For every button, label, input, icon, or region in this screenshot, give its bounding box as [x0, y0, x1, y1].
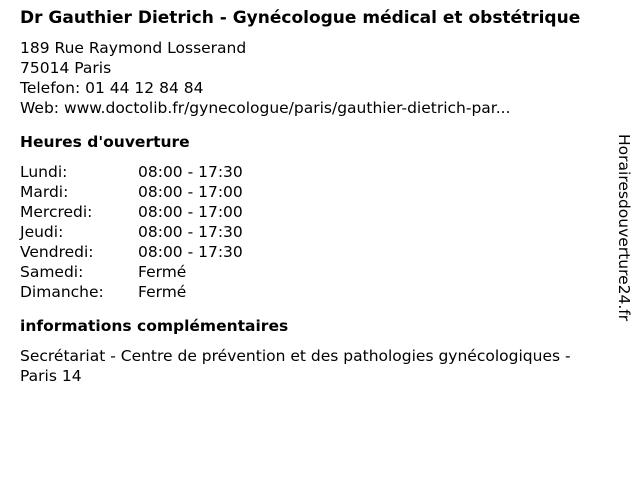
- website-link[interactable]: Web: www.doctolib.fr/gynecologue/paris/gauthier-dietrich-par...: [20, 99, 511, 117]
- day-label: Mardi:: [20, 183, 69, 201]
- hours-row-sunday: [20, 282, 610, 302]
- day-hours: Fermé: [138, 263, 187, 281]
- additional-info-heading: informations complémentaires: [20, 317, 289, 335]
- hours-row-saturday: [20, 262, 610, 282]
- day-hours: 08:00 - 17:30: [138, 163, 243, 181]
- day-hours: 08:00 - 17:00: [138, 203, 243, 221]
- day-hours: 08:00 - 17:30: [138, 223, 243, 241]
- opening-hours-heading: Heures d'ouverture: [20, 133, 190, 151]
- hours-row-wednesday: [20, 202, 610, 222]
- listing-card: [20, 8, 610, 386]
- day-hours: Fermé: [138, 283, 187, 301]
- additional-info-text: Secrétariat - Centre de prévention et des pathologies gynécologiques - Paris 14: [20, 347, 571, 385]
- day-label: Jeudi:: [20, 223, 64, 241]
- day-label: Samedi:: [20, 263, 84, 281]
- opening-hours-table: [20, 162, 610, 302]
- street-address: 189 Rue Raymond Losserand: [20, 39, 247, 57]
- day-label: Vendredi:: [20, 243, 94, 261]
- site-watermark: Horairesdouverture24.fr: [615, 134, 633, 322]
- day-hours: 08:00 - 17:00: [138, 183, 243, 201]
- hours-row-friday: [20, 242, 610, 262]
- hours-row-monday: [20, 162, 610, 182]
- hours-row-thursday: [20, 222, 610, 242]
- day-hours: 08:00 - 17:30: [138, 243, 243, 261]
- day-label: Mercredi:: [20, 203, 93, 221]
- address-block: [20, 38, 610, 118]
- phone-number: Telefon: 01 44 12 84 84: [20, 79, 204, 97]
- day-label: Lundi:: [20, 163, 68, 181]
- page-title: Dr Gauthier Dietrich - Gynécologue médical et obstétrique: [20, 8, 581, 28]
- city-postcode: 75014 Paris: [20, 59, 112, 77]
- day-label: Dimanche:: [20, 283, 104, 301]
- hours-row-tuesday: [20, 182, 610, 202]
